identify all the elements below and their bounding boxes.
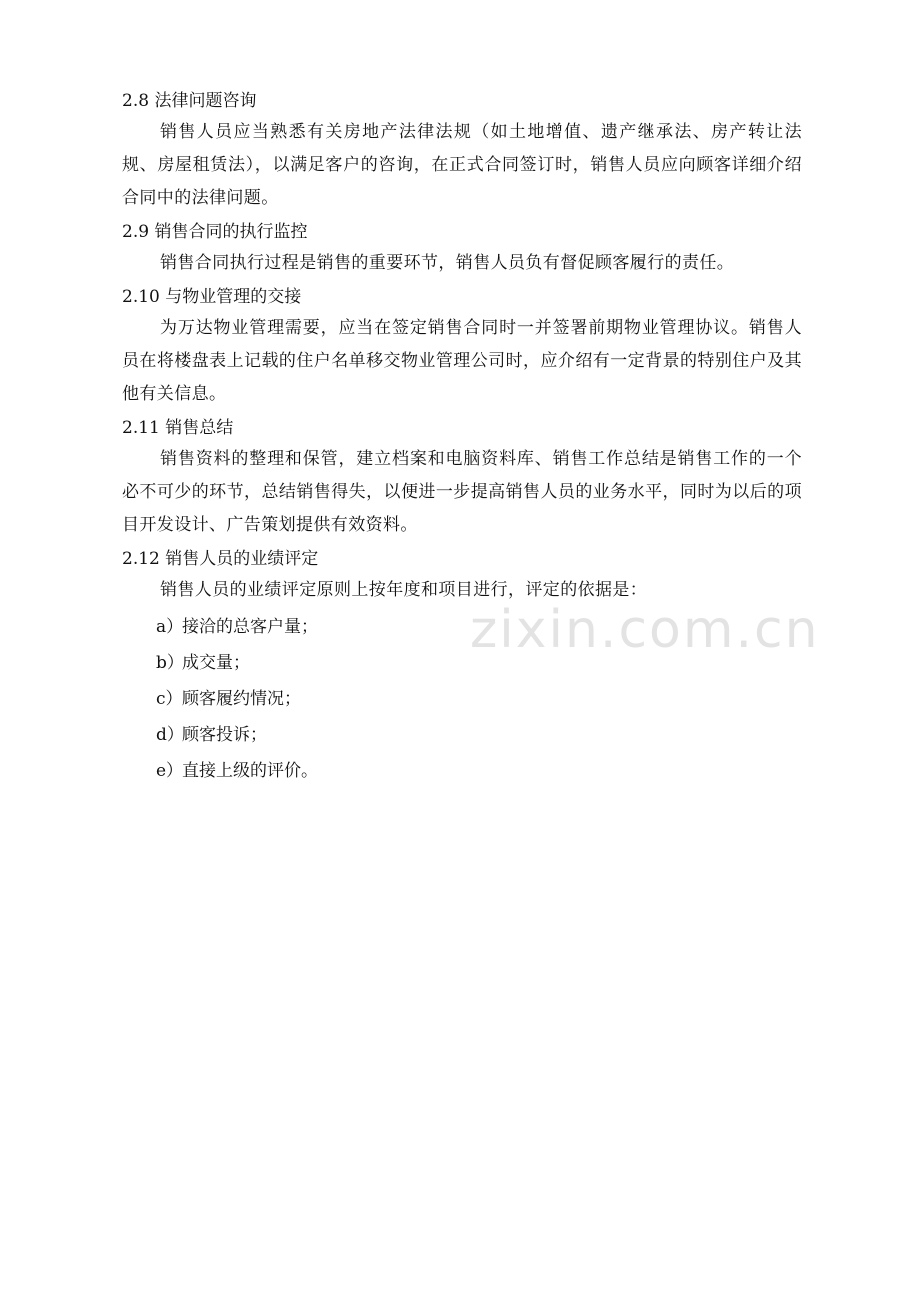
list-item [122,645,802,681]
list-marker: b） [156,653,184,673]
watermark: zixin.com.cn [470,600,820,660]
section-paragraph: 销售合同执行过程是销售的重要环节，销售人员负有督促顾客履行的责任。 [160,253,735,273]
section-paragraph: 为万达物业管理需要，应当在签定销售合同时一并签署前期物业管理协议。销售人员在将楼盘表上记载的住户名单移交物业管理公司时，应介绍有一定背景的特别住户及其他有关信息。 [122,318,802,404]
section-paragraph: 销售人员应当熟悉有关房地产法律法规（如土地增值、遗产继承法、房产转让法规、房屋租赁法），以满足客户的咨询，在正式合同签订时，销售人员应向顾客详细介绍合同中的法律问题。 [122,122,802,208]
list-item [122,753,802,789]
criteria-list [122,609,802,789]
list-item [122,681,802,717]
section-property-handover [122,282,802,411]
section-paragraph: 销售资料的整理和保管，建立档案和电脑资料库、销售工作总结是销售工作的一个必不可少的环节，总结销售得失，以便进一步提高销售人员的业务水平，同时为以后的项目开发设计、广告策划提供有效资料。 [122,449,802,535]
section-contract-monitoring [122,217,802,280]
section-heading: 2.8 法律问题咨询 [122,91,257,111]
section-heading: 2.9 销售合同的执行监控 [122,222,308,242]
list-item-text: 顾客履约情况； [182,689,301,709]
list-marker: c） [156,689,183,709]
list-item [122,717,802,753]
section-paragraph: 销售人员的业绩评定原则上按年度和项目进行，评定的依据是： [160,580,648,600]
section-heading: 2.10 与物业管理的交接 [122,287,302,307]
list-marker: d） [156,725,184,745]
list-marker: a） [156,617,184,637]
list-item-text: 顾客投诉； [182,725,267,745]
list-item-text: 成交量； [182,653,250,673]
section-heading: 2.11 销售总结 [122,418,234,438]
list-item [122,609,802,645]
section-sales-summary [122,413,802,542]
document-body [122,86,802,789]
list-marker: e） [156,761,184,781]
section-legal-consultation [122,86,802,215]
section-performance-evaluation [122,544,802,789]
section-heading: 2.12 销售人员的业绩评定 [122,549,319,569]
list-item-text: 接洽的总客户量； [182,617,318,637]
list-item-text: 直接上级的评价。 [182,761,318,781]
